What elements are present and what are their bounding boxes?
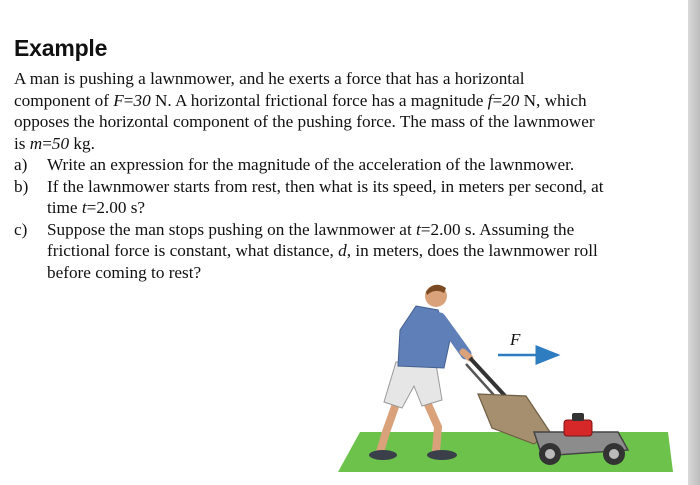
part-b: b) If the lawnmower starts from rest, then what is its speed, in meters per second, at time t=2.00 s? xyxy=(14,176,604,217)
value-m: 50 xyxy=(51,133,70,153)
var-f: f xyxy=(487,90,493,110)
part-label: a) xyxy=(14,155,28,174)
part-a: a) Write an expression for the magnitude of the acceleration of the lawnmower. xyxy=(14,155,575,174)
var-d: d xyxy=(338,241,347,260)
value-F: 30 xyxy=(133,90,151,110)
intro-line-4: is m=50 kg. xyxy=(14,133,95,153)
value-f: 20 xyxy=(502,90,520,110)
problem-text xyxy=(14,68,664,283)
example-heading: Example xyxy=(14,35,108,61)
intro-line-2: component of F=30 N. A horizontal frictional force has a magnitude f=20 N, which xyxy=(14,90,587,110)
part-c: c) Suppose the man stops pushing on the lawnmower at t=2.00 s. Assuming the frictional force is constant, what distance, d, in meters, does the lawnmower roll before coming to rest? xyxy=(14,219,598,282)
var-t: t xyxy=(416,219,421,239)
man-shorts xyxy=(384,362,442,408)
mower-engine xyxy=(564,420,592,436)
mower-engine-cap xyxy=(572,413,584,421)
page-edge-shadow xyxy=(688,0,700,485)
man-forearm xyxy=(463,352,470,358)
man-back-shoe xyxy=(369,450,397,460)
man-front-shoe xyxy=(427,450,457,460)
var-t: t xyxy=(81,198,87,217)
mower-front-hub xyxy=(609,449,619,459)
mower-rear-hub xyxy=(545,449,555,459)
intro-line-1: A man is pushing a lawnmower, and he exerts a force that has a horizontal xyxy=(14,69,525,88)
var-m: m xyxy=(29,133,43,153)
var-F: F xyxy=(113,90,124,110)
intro-line-3: opposes the horizontal component of the pushing force. The mass of the lawnmower xyxy=(14,112,595,131)
force-label: F xyxy=(510,330,521,349)
lawnmower-figure xyxy=(338,282,678,477)
part-label: b) xyxy=(14,176,29,196)
part-label: c) xyxy=(14,219,28,239)
